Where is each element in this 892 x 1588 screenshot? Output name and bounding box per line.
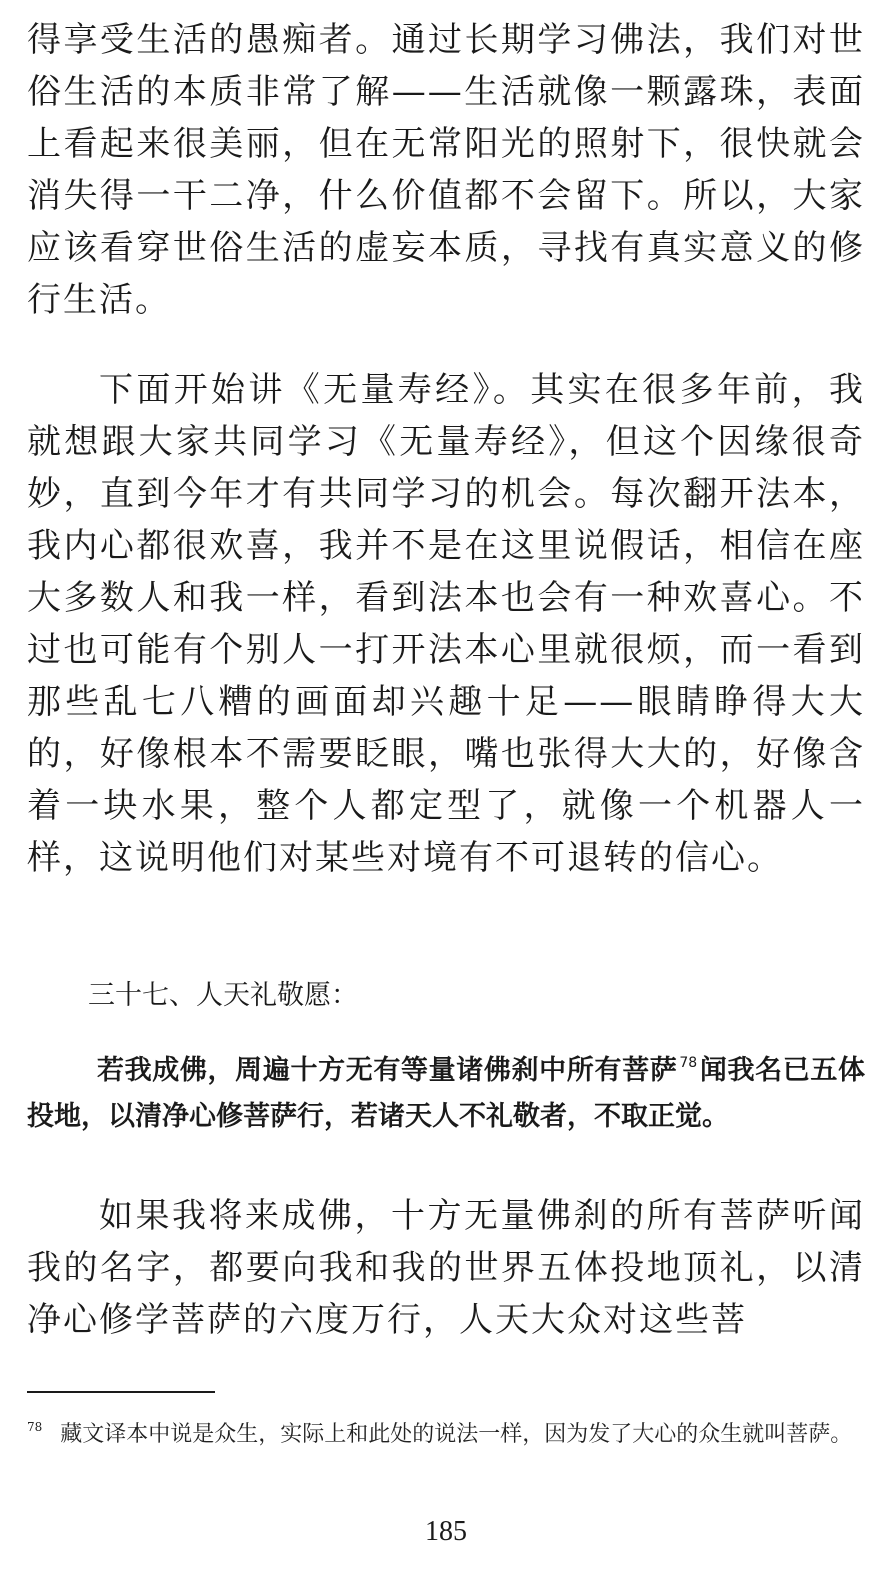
vow-text: [27, 1040, 865, 1140]
vow-text-part2: 闻我名已五体投地，以清净心修菩萨行，若诸天人不礼敬者，不取正觉。: [27, 1055, 866, 1132]
footnote-divider: [27, 1391, 215, 1393]
paragraph-intro: 得享受生活的愚痴者。通过长期学习佛法，我们对世俗生活的本质非常了解——生活就像一颗露珠，表面上看起来很美丽，但在无常阳光的照射下，很快就会消失得一干二净，什么价值都不会留下。所以，大家应该看穿世俗生活的虚妄本质，寻找有真实意义的修行生活。: [27, 20, 865, 320]
section-heading: 三十七、人天礼敬愿：: [88, 980, 358, 1011]
footnote: [27, 1410, 865, 1452]
footnote-text: 藏文译本中说是众生，实际上和此处的说法一样，因为发了大心的众生就叫菩萨。: [60, 1422, 853, 1447]
paragraph-explanation: 如果我将来成佛，十方无量佛刹的所有菩萨听闻我的名字，都要向我和我的世界五体投地顶礼，以清净心修学菩萨的六度万行，人天大众对这些菩: [27, 1196, 865, 1340]
footnote-reference[interactable]: 78: [679, 1055, 698, 1071]
footnote-marker: 78: [27, 1420, 43, 1434]
paragraph-sutra-intro: 下面开始讲《无量寿经》。其实在很多年前，我就想跟大家共同学习《无量寿经》，但这个因缘很奇妙，直到今年才有共同学习的机会。每次翻开法本，我内心都很欢喜，我并不是在这里说假话，相信在座大多数人和我一样，看到法本也会有一种欢喜心。不过也可能有个别人一打开法本心里就很烦，而一看到那些乱七八糟的画面却兴趣十足——眼睛睁得大大的，好像根本不需要眨眼，嘴也张得大大的，好像含着一块水果，整个人都定型了，就像一个机器人一样，这说明他们对某些对境有不可退转的信心。: [27, 370, 865, 878]
vow-text-part1: 若我成佛，周遍十方无有等量诸佛刹中所有菩萨: [97, 1055, 678, 1086]
page-number: 185: [425, 1516, 467, 1547]
